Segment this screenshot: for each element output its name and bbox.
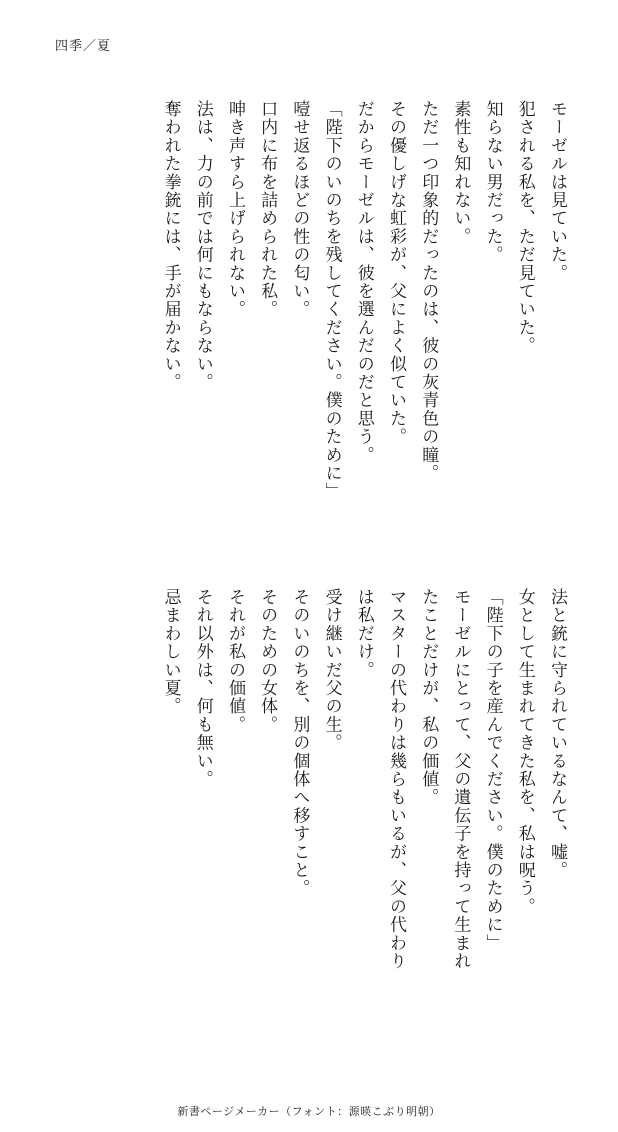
text-line: 素性も知れない。 xyxy=(450,100,471,246)
text-line: 呻き声すら上げられない。 xyxy=(224,100,245,319)
text-line: 犯される私を、ただ見ていた。 xyxy=(514,100,535,355)
text-line: それ以外は、何も無い。 xyxy=(192,588,213,789)
text-line: モーゼルは見ていた。 xyxy=(547,100,567,282)
text-line: 口内に布を詰められた私。 xyxy=(257,100,278,319)
text-line: モーゼルにとって、父の遺伝子を持って生まれ xyxy=(450,588,471,971)
text-line: ただ一つ印象的だったのは、彼の灰青色の瞳。 xyxy=(418,100,439,483)
text-line: そのいのちを、別の個体へ移すこと。 xyxy=(289,588,310,898)
text-line: マスターの代わりは幾らもいるが、父の代わり xyxy=(385,588,406,971)
text-line: それが私の価値。 xyxy=(224,588,245,734)
text-line: 法は、力の前では何にもならない。 xyxy=(192,100,213,392)
text-line: そのための女体。 xyxy=(257,588,278,734)
text-line: 奪われた拳銃には、手が届かない。 xyxy=(160,100,181,392)
page-top-text xyxy=(45,100,573,520)
text-line: 女として生まれてきた私を、私は呪う。 xyxy=(514,588,535,916)
text-line: は私だけ。 xyxy=(353,588,374,679)
page-bottom-text xyxy=(45,588,573,1008)
text-line: たことだけが、私の価値。 xyxy=(418,588,439,807)
text-line: だからモーゼルは、彼を選んだのだと思う。 xyxy=(353,100,374,464)
text-line: 忌まわしい夏。 xyxy=(160,588,181,716)
text-line: 噎せ返るほどの性の匂い。 xyxy=(289,100,310,319)
text-line: 受け継いだ父の生。 xyxy=(321,588,342,752)
text-line: その優しげな虹彩が、父によく似ていた。 xyxy=(385,100,406,446)
text-line: 法と銃に守られているなんて、嘘。 xyxy=(547,588,567,880)
text-line: 「陛下のいのちを残してください。僕のために」 xyxy=(321,100,342,501)
text-line: 「陛下の子を産んでください。僕のために」 xyxy=(482,588,503,952)
text-line: 知らない男だった。 xyxy=(482,100,503,264)
page-footer: 新書ページメーカー（フォント：源暎こぶり明朝） xyxy=(177,1105,441,1118)
page-header: 四季／夏 xyxy=(55,39,112,54)
